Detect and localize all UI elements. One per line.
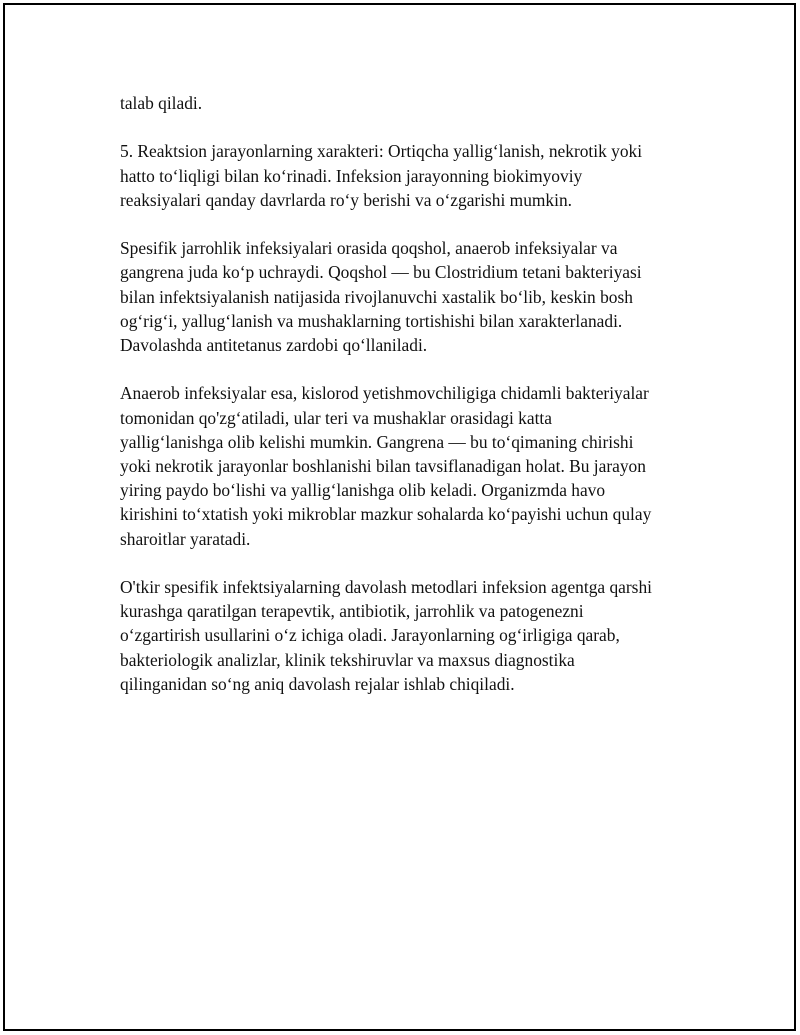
- paragraph-continuation: [120, 91, 690, 115]
- text-line: kurashga qaratilgan terapevtik, antibiotik, jarrohlik va patogenezni: [120, 601, 584, 622]
- text-line: qilinganidan so‘ng aniq davolash rejalar ishlab chiqiladi.: [120, 673, 515, 694]
- text-line: yoki nekrotik jarayonlar boshlanishi bilan tavsiflanadigan holat. Bu jarayon: [120, 456, 646, 476]
- text-line: og‘rig‘i, yallug‘lanish va mushaklarning tortishishi bilan xarakterlanadi.: [120, 310, 623, 331]
- text-line: O'tkir spesifik infektsiyalarning davolash metodlari infeksion agentga qarshi: [120, 577, 652, 597]
- text-line: 5. Reaktsion jarayonlarning xarakteri: Ortiqcha yallig‘lanish, nekrotik yoki: [120, 141, 643, 162]
- text-line: talab qiladi.: [120, 93, 203, 113]
- paragraph-treatment-methods: [120, 575, 690, 696]
- text-line: yiring paydo bo‘lishi va yallig‘lanishga olib keladi. Organizmda havo: [120, 480, 606, 501]
- document-page: [3, 3, 796, 1031]
- text-line: tomonidan qo'zg‘atiladi, ular teri va mushaklar orasidagi katta: [120, 407, 552, 428]
- text-line: kirishini to‘xtatish yoki mikroblar mazkur sohalarda ko‘payishi uchun qulay: [120, 504, 652, 525]
- paragraph-specific-infections: [120, 236, 690, 357]
- paragraph-anaerobic-infections: [120, 381, 690, 550]
- text-line: o‘zgartirish usullarini o‘z ichiga oladi. Jarayonlarning og‘irligiga qarab,: [120, 625, 620, 646]
- text-line: yallig‘lanishga olib kelishi mumkin. Gangrena — bu to‘qimaning chirishi: [120, 431, 634, 452]
- text-line: bakteriologik analizlar, klinik tekshiruvlar va maxsus diagnostika: [120, 649, 575, 670]
- document-body: [120, 91, 690, 720]
- text-line: hatto to‘liqligi bilan ko‘rinadi. Infeksion jarayonning biokimyoviy: [120, 165, 583, 186]
- text-line: Anaerob infeksiyalar esa, kislorod yetishmovchiligiga chidamli bakteriyalar: [120, 383, 649, 404]
- text-line: gangrena juda ko‘p uchraydi. Qoqshol — bu Clostridium tetani bakteriyasi: [120, 262, 642, 283]
- text-line: Spesifik jarrohlik infeksiyalari orasida qoqshol, anaerob infeksiyalar va: [120, 238, 618, 259]
- paragraph-reaction-character: [120, 139, 690, 212]
- text-line: reaksiyalari qanday davrlarda ro‘y berishi va o‘zgarishi mumkin.: [120, 189, 572, 210]
- text-line: Davolashda antitetanus zardobi qo‘llaniladi.: [120, 335, 428, 355]
- text-line: sharoitlar yaratadi.: [120, 528, 251, 549]
- text-line: bilan infektsiyalanish natijasida rivojlanuvchi xastalik bo‘lib, keskin bosh: [120, 286, 633, 307]
